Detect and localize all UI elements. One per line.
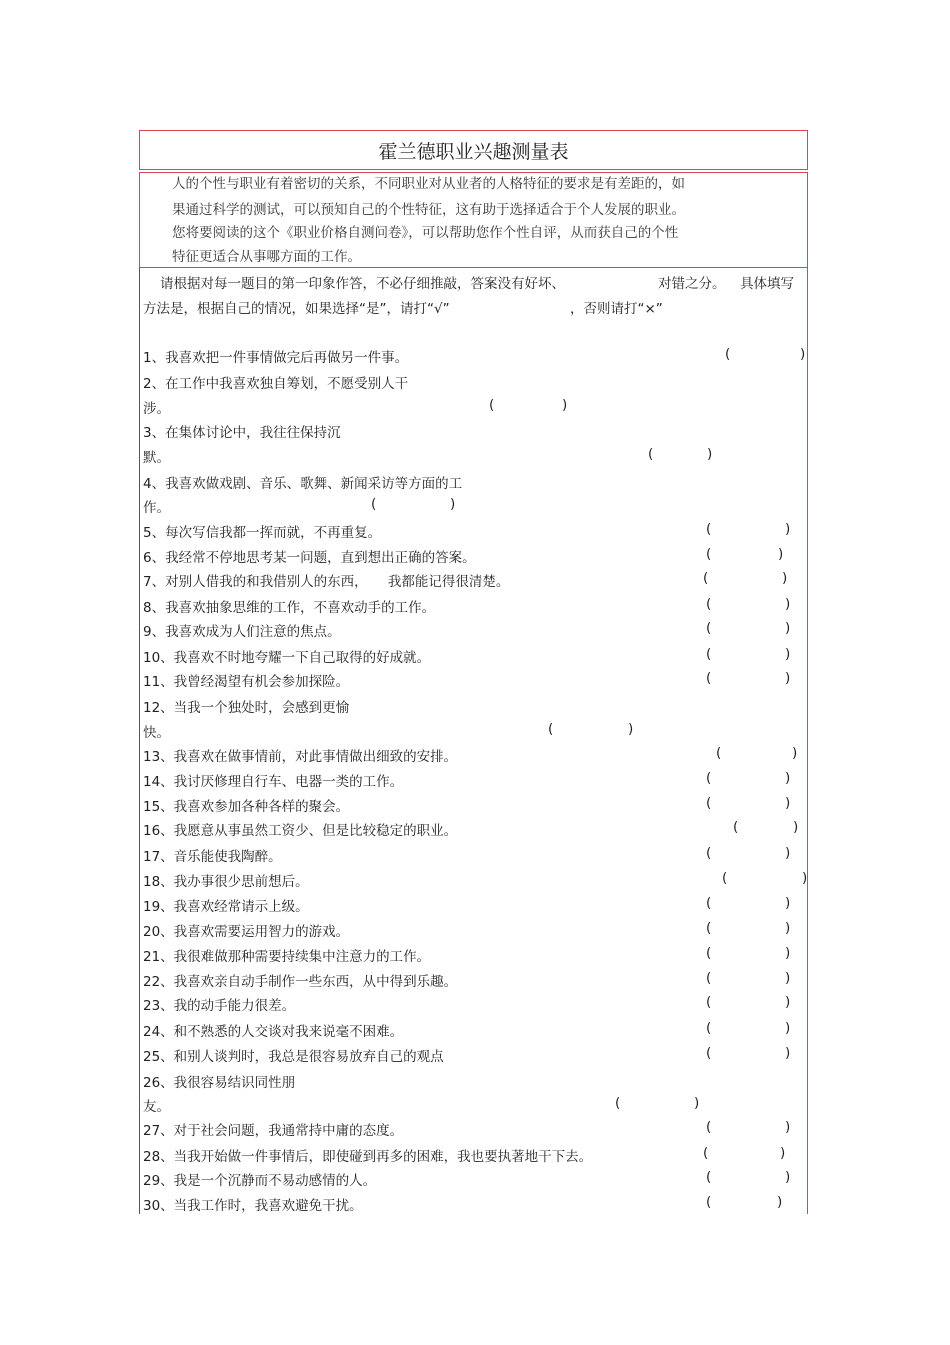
answer-close-paren: ) [450,496,456,512]
question-text: 18、我办事很少思前想后。 [143,874,309,890]
answer-open-paren: ( [648,446,654,462]
answer-close-paren: ) [785,1020,791,1036]
answer-open-paren: ( [706,546,712,562]
question-text: 2、在工作中我喜欢独自筹划，不愿受别人干 [143,376,409,392]
intro-line: 特征更适合从事哪方面的工作。 [172,249,361,265]
answer-open-paren: ( [722,870,728,886]
answer-close-paren: ) [785,945,791,961]
question-text: 26、我很容易结识同性朋 [143,1075,296,1091]
question-text: 11、我曾经渴望有机会参加探险。 [143,674,350,690]
question-text: 16、我愿意从事虽然工资少、但是比较稳定的职业。 [143,823,458,839]
answer-open-paren: ( [706,1119,712,1135]
answer-open-paren: ( [706,845,712,861]
question-text: 15、我喜欢参加各种各样的聚会。 [143,799,350,815]
question-text: 29、我是一个沉静而不易动感情的人。 [143,1173,377,1189]
answer-open-paren: ( [706,596,712,612]
instructions-text: 方法是，根据自己的情况，如果选择“是”，请打“√” [143,301,450,317]
answer-open-paren: ( [733,819,739,835]
answer-open-paren: ( [706,1045,712,1061]
question-text: 作。 [143,500,170,516]
answer-open-paren: ( [706,521,712,537]
answer-open-paren: ( [371,496,377,512]
answer-close-paren: ) [785,1119,791,1135]
question-text: 24、和不熟悉的人交谈对我来说毫不困难。 [143,1024,404,1040]
question-text: 13、我喜欢在做事情前，对此事情做出细致的安排。 [143,749,458,765]
question-text: 17、音乐能使我陶醉。 [143,849,282,865]
question-text: 21、我很难做那种需要持续集中注意力的工作。 [143,949,431,965]
answer-open-paren: ( [706,770,712,786]
answer-open-paren: ( [716,745,722,761]
answer-open-paren: ( [706,1194,712,1210]
answer-open-paren: ( [706,920,712,936]
answer-close-paren: ) [785,845,791,861]
question-text: 3、在集体讨论中，我往往保持沉 [143,425,341,441]
answer-close-paren: ) [800,346,806,362]
answer-close-paren: ) [778,546,784,562]
intro-box [139,172,808,268]
question-text: 7、对别人借我的和我借别人的东西， 我都能记得很清楚。 [143,574,510,590]
answer-open-paren: ( [548,721,554,737]
answer-close-paren: ) [780,1145,786,1161]
answer-open-paren: ( [706,670,712,686]
question-text: 27、对于社会问题，我通常持中庸的态度。 [143,1123,404,1139]
answer-open-paren: ( [706,945,712,961]
answer-open-paren: ( [706,895,712,911]
instructions-text: 对错之分。 [658,276,726,292]
question-text: 12、当我一个独处时，会感到更愉 [143,700,350,716]
answer-open-paren: ( [706,1020,712,1036]
answer-close-paren: ) [785,770,791,786]
question-text: 23、我的动手能力很差。 [143,998,296,1014]
answer-close-paren: ) [782,570,788,586]
answer-close-paren: ) [802,870,808,886]
question-text: 20、我喜欢需要运用智力的游戏。 [143,924,350,940]
answer-close-paren: ) [792,745,798,761]
instructions-text: 具体填写 [740,276,794,292]
title-box [139,130,808,170]
question-text: 22、我喜欢亲自动手制作一些东西，从中得到乐趣。 [143,974,458,990]
answer-open-paren: ( [706,970,712,986]
intro-line: 人的个性与职业有着密切的关系，不同职业对从业者的人格特征的要求是有差距的，如 [172,176,685,192]
answer-open-paren: ( [706,1169,712,1185]
answer-open-paren: ( [706,646,712,662]
question-text: 1、我喜欢把一件事情做完后再做另一件事。 [143,350,409,366]
instructions-text: 请根据对每一题目的第一印象作答，不必仔细推敲，答案没有好坏、 [160,276,565,292]
answer-close-paren: ) [785,994,791,1010]
question-text: 9、我喜欢成为人们注意的焦点。 [143,624,341,640]
answer-open-paren: ( [703,1145,709,1161]
answer-open-paren: ( [703,570,709,586]
answer-close-paren: ) [785,895,791,911]
answer-close-paren: ) [785,970,791,986]
answer-close-paren: ) [628,721,634,737]
answer-close-paren: ) [785,920,791,936]
answer-close-paren: ) [785,620,791,636]
answer-open-paren: ( [725,346,731,362]
intro-line: 您将要阅读的这个《职业价格自测问卷》，可以帮助您作个性自评，从而获自己的个性 [172,225,679,241]
answer-close-paren: ) [694,1095,700,1111]
answer-close-paren: ) [785,521,791,537]
answer-close-paren: ) [562,397,568,413]
question-text: 8、我喜欢抽象思维的工作，不喜欢动手的工作。 [143,600,436,616]
answer-open-paren: ( [489,397,495,413]
answer-close-paren: ) [777,1194,783,1210]
answer-close-paren: ) [785,596,791,612]
question-text: 快。 [143,725,170,741]
answer-close-paren: ) [785,1045,791,1061]
answer-close-paren: ) [793,819,799,835]
page-title: 霍兰德职业兴趣测量表 [378,141,569,163]
question-text: 10、我喜欢不时地夸耀一下自己取得的好成就。 [143,650,431,666]
answer-open-paren: ( [706,795,712,811]
answer-close-paren: ) [785,795,791,811]
question-text: 友。 [143,1099,170,1115]
answer-open-paren: ( [706,994,712,1010]
question-text: 4、我喜欢做戏剧、音乐、歌舞、新闻采访等方面的工 [143,476,463,492]
answer-close-paren: ) [707,446,713,462]
answer-close-paren: ) [785,670,791,686]
answer-open-paren: ( [615,1095,621,1111]
answer-open-paren: ( [706,620,712,636]
question-text: 25、和别人谈判时，我总是很容易放弃自己的观点 [143,1049,444,1065]
question-text: 默。 [143,450,170,466]
answer-close-paren: ) [785,646,791,662]
question-text: 14、我讨厌修理自行车、电器一类的工作。 [143,774,404,790]
intro-line: 果通过科学的测试，可以预知自己的个性特征，这有助于选择适合于个人发展的职业。 [172,202,685,218]
question-text: 6、我经常不停地思考某一问题，直到想出正确的答案。 [143,550,476,566]
instructions-text: ，否则请打“×” [570,301,663,317]
question-text: 5、每次写信我都一挥而就，不再重复。 [143,525,382,541]
question-text: 28、当我开始做一件事情后，即使碰到再多的困难，我也要执著地干下去。 [143,1149,593,1165]
answer-close-paren: ) [785,1169,791,1185]
question-text: 涉。 [143,401,170,417]
question-text: 30、当我工作时，我喜欢避免干扰。 [143,1198,363,1214]
question-text: 19、我喜欢经常请示上级。 [143,899,309,915]
